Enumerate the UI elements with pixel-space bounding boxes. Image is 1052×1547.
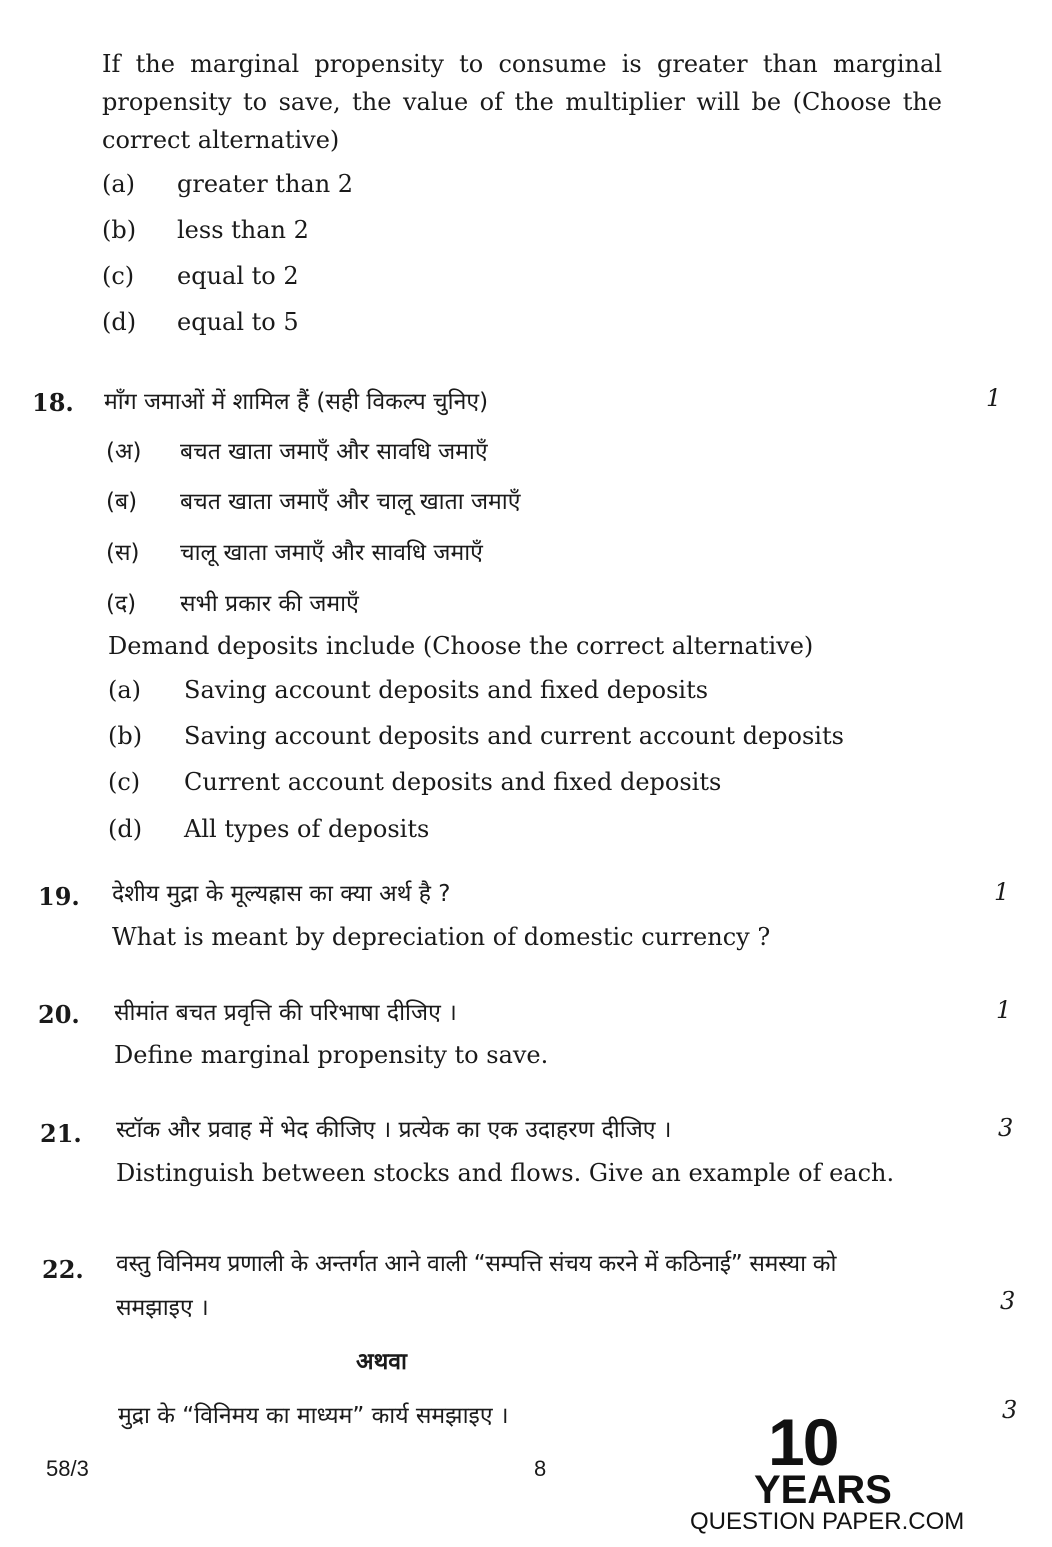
q17-option-b-text: less than 2 (177, 216, 309, 244)
q22-alt-marks: 3 (1002, 1396, 1018, 1424)
q22-marks: 3 (1000, 1287, 1016, 1315)
q18-hindi-stem: माँग जमाओं में शामिल हैं (सही विकल्प चुनिए) (104, 389, 489, 415)
q18-option-c-label: (c) (108, 768, 141, 796)
q18-hindi-option-c-label: (स) (106, 540, 140, 566)
q18-option-c-text: Current account deposits and fixed deposits (184, 768, 722, 796)
q20-english: Define marginal propensity to save. (114, 1041, 549, 1069)
q19-number: 19. (38, 882, 80, 911)
q17-option-c-label: (c) (102, 262, 135, 290)
q17-option-d-label: (d) (102, 308, 137, 336)
q18-marks: 1 (986, 384, 1002, 412)
q19-hindi: देशीय मुद्रा के मूल्यह्रास का क्या अर्थ है ? (112, 881, 451, 907)
q20-hindi: सीमांत बचत प्रवृत्ति की परिभाषा दीजिए । (114, 1000, 457, 1026)
q18-english-stem: Demand deposits include (Choose the correct alternative) (108, 632, 814, 660)
q21-number: 21. (40, 1119, 82, 1148)
q17-option-a-text: greater than 2 (177, 170, 354, 198)
q17-option-b-label: (b) (102, 216, 137, 244)
q18-option-b-text: Saving account deposits and current account deposits (184, 722, 844, 750)
q17-option-c-text: equal to 2 (177, 262, 299, 290)
q18-option-d-text: All types of deposits (184, 815, 430, 843)
q18-option-b-label: (b) (108, 722, 143, 750)
q18-option-a-label: (a) (108, 676, 142, 704)
q18-hindi-option-d-label: (द) (106, 591, 137, 617)
q18-hindi-option-d-text: सभी प्रकार की जमाएँ (180, 591, 359, 617)
q18-option-d-label: (d) (108, 815, 143, 843)
or-heading: अथवा (356, 1349, 408, 1375)
q22-number: 22. (42, 1255, 84, 1284)
logo-number: 10 (768, 1405, 838, 1479)
q21-marks: 3 (998, 1114, 1014, 1142)
q18-hindi-option-a-label: (अ) (106, 439, 142, 465)
q17-option-d-text: equal to 5 (177, 308, 299, 336)
q17-stem: If the marginal propensity to consume is greater than marginal propensity to save, the value of the multiplier will be (Choose the correct alternative) (102, 50, 942, 154)
paper-code: 58/3 (46, 1456, 89, 1481)
q20-marks: 1 (996, 996, 1012, 1024)
logo-site: QUESTION PAPER.COM (690, 1508, 965, 1535)
q18-option-a-text: Saving account deposits and fixed deposits (184, 676, 709, 704)
q17-option-a-label: (a) (102, 170, 136, 198)
q18-hindi-option-c-text: चालू खाता जमाएँ और सावधि जमाएँ (180, 540, 483, 566)
q22-alt-hindi: मुद्रा के “विनिमय का माध्यम” कार्य समझाइए । (118, 1403, 509, 1429)
q21-hindi: स्टॉक और प्रवाह में भेद कीजिए । प्रत्येक का एक उदाहरण दीजिए । (116, 1117, 672, 1143)
q22-hindi-line2: समझाइए । (116, 1295, 209, 1321)
page-number: 8 (534, 1456, 547, 1481)
watermark-logo (688, 1405, 965, 1540)
q20-number: 20. (38, 1000, 80, 1029)
q22-hindi-line1: वस्तु विनिमय प्रणाली के अन्तर्गत आने वाली “सम्पत्ति संचय करने में कठिनाई” समस्या को (116, 1251, 837, 1277)
q18-hindi-option-a-text: बचत खाता जमाएँ और सावधि जमाएँ (180, 439, 488, 465)
q18-hindi-option-b-label: (ब) (106, 489, 138, 515)
q19-marks: 1 (994, 878, 1010, 906)
logo-years: YEARS (754, 1468, 892, 1512)
q19-english: What is meant by depreciation of domestic currency ? (112, 923, 771, 951)
q18-number: 18. (32, 388, 74, 417)
q18-hindi-option-b-text: बचत खाता जमाएँ और चालू खाता जमाएँ (180, 489, 521, 515)
q21-english: Distinguish between stocks and flows. Give an example of each. (116, 1159, 895, 1187)
